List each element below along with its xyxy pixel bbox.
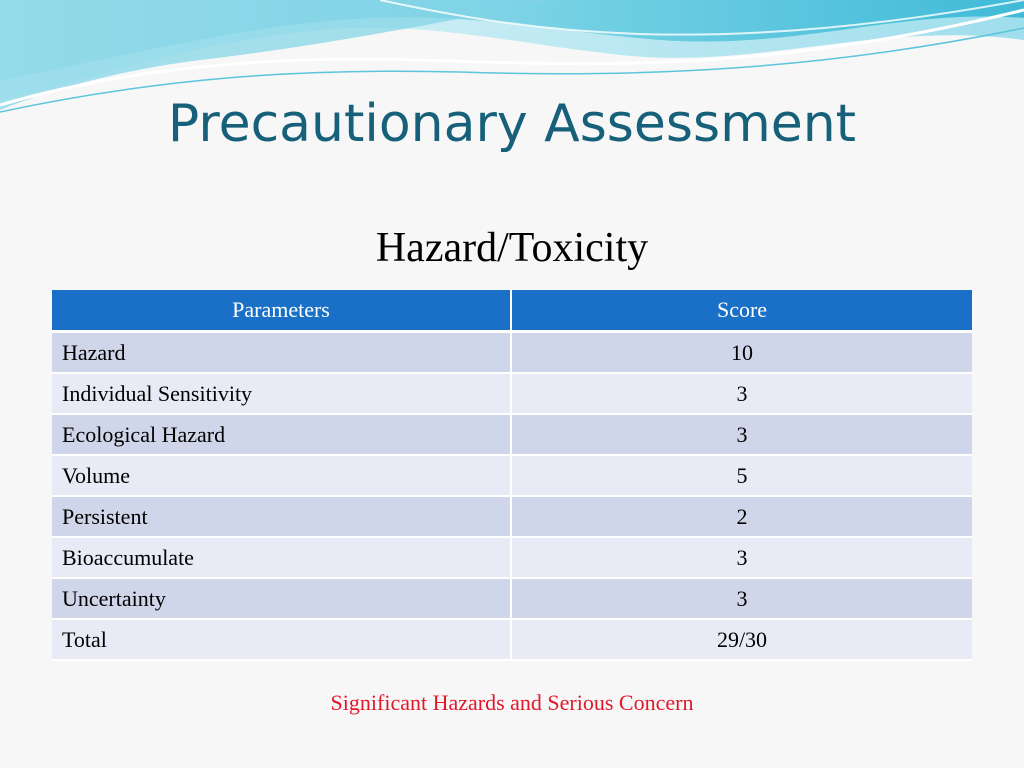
score-cell: 3 — [511, 373, 972, 414]
score-cell: 3 — [511, 578, 972, 619]
score-cell: 5 — [511, 455, 972, 496]
slide-title: Precautionary Assessment — [167, 94, 857, 154]
table-row — [52, 455, 972, 496]
table-row — [52, 578, 972, 619]
header-score: Score — [511, 290, 972, 332]
parameter-cell: Volume — [52, 455, 511, 496]
parameters-table — [52, 290, 972, 661]
table-row — [52, 537, 972, 578]
parameter-cell: Total — [52, 619, 511, 660]
score-cell: 10 — [511, 332, 972, 374]
score-cell: 3 — [511, 537, 972, 578]
score-cell: 29/30 — [511, 619, 972, 660]
table-header-row — [52, 290, 972, 332]
parameter-cell: Bioaccumulate — [52, 537, 511, 578]
conclusion-note: Significant Hazards and Serious Concern — [330, 690, 694, 715]
table-row — [52, 373, 972, 414]
parameter-cell: Persistent — [52, 496, 511, 537]
table-row — [52, 496, 972, 537]
parameter-cell: Hazard — [52, 332, 511, 374]
slide-subtitle: Hazard/Toxicity — [375, 225, 649, 271]
table-row-total — [52, 619, 972, 660]
score-cell: 3 — [511, 414, 972, 455]
score-cell: 2 — [511, 496, 972, 537]
parameter-cell: Individual Sensitivity — [52, 373, 511, 414]
parameter-cell: Ecological Hazard — [52, 414, 511, 455]
parameter-cell: Uncertainty — [52, 578, 511, 619]
table-row — [52, 332, 972, 374]
header-parameters: Parameters — [52, 290, 511, 332]
table-row — [52, 414, 972, 455]
